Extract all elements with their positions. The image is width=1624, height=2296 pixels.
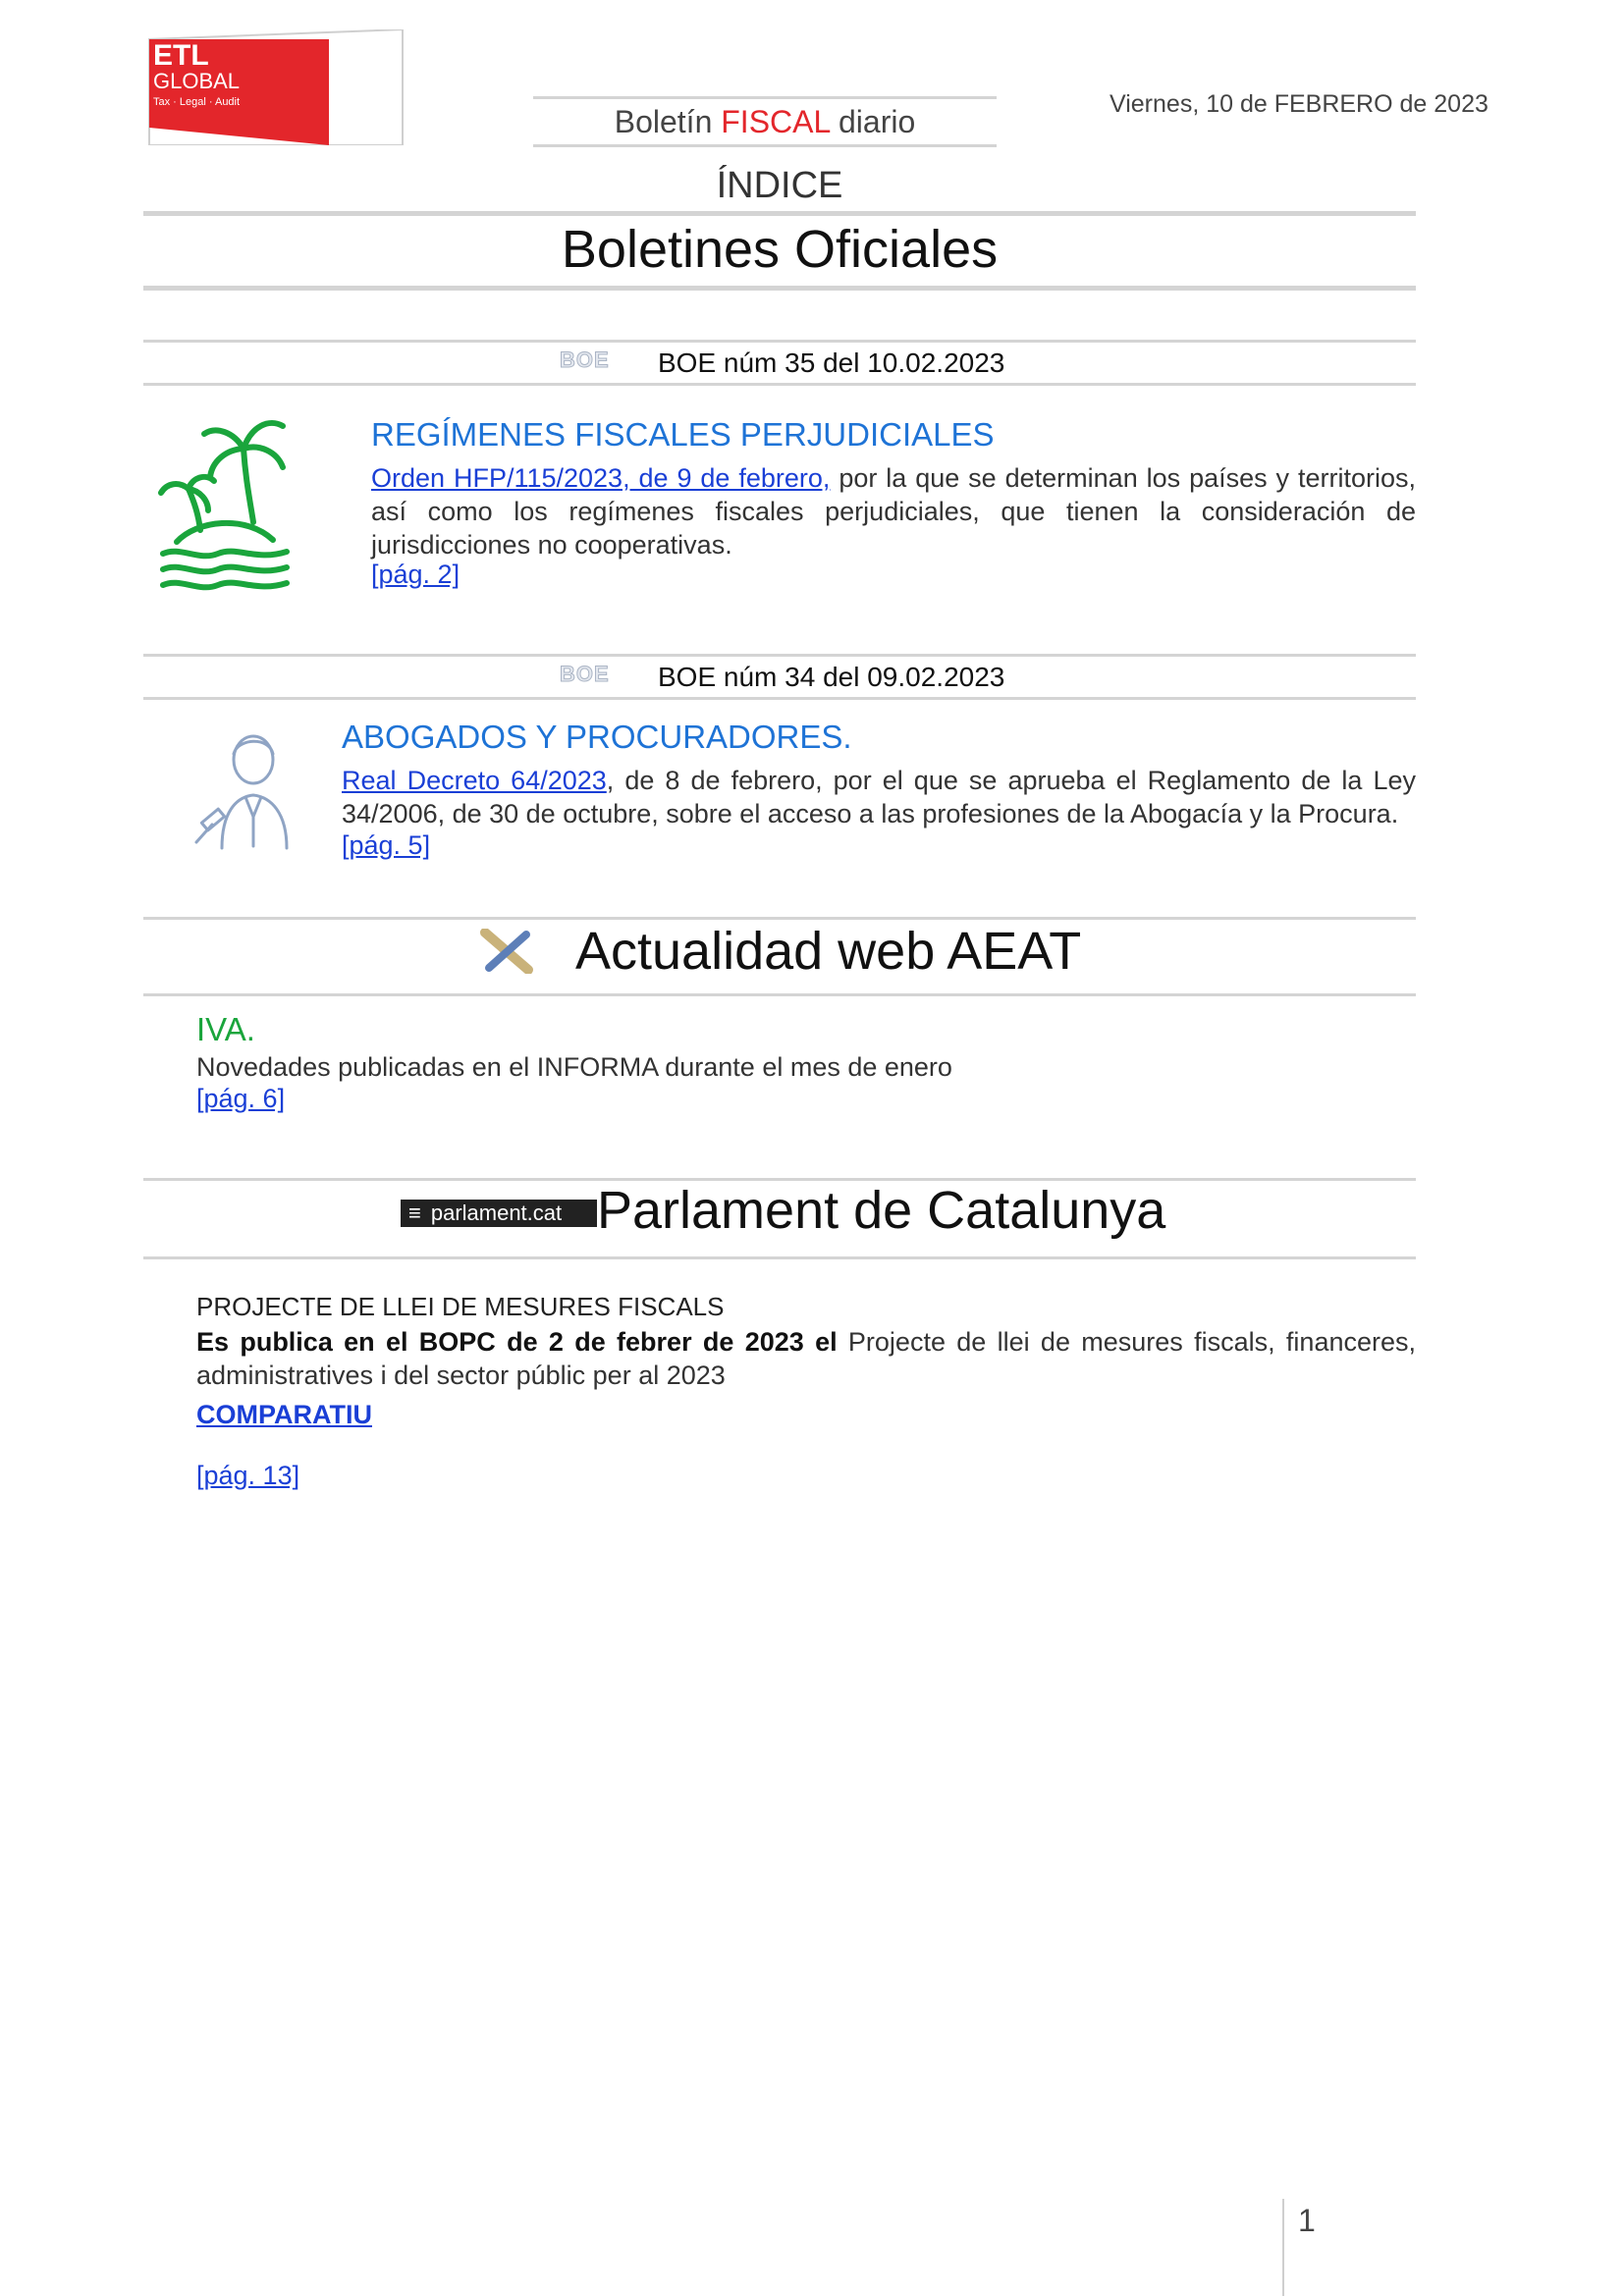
- section-title-aeat: Actualidad web AEAT: [575, 922, 1082, 981]
- parlament-body-text: Projecte de llei de mesures fiscals, financeres, administratives i del sector públic per al 2023: [196, 1327, 1416, 1390]
- parlament-heading: PROJECTE DE LLEI DE MESURES FISCALS: [196, 1292, 725, 1321]
- lawyer-icon: [192, 728, 300, 850]
- comparatiu-link[interactable]: COMPARATIU: [196, 1400, 372, 1429]
- aeat-logo-icon: [479, 929, 534, 974]
- entry-body: [371, 461, 1416, 561]
- etl-global-logo: [147, 29, 405, 145]
- menu-icon: ≡: [408, 1201, 421, 1225]
- entry-heading: REGÍMENES FISCALES PERJUDICIALES: [371, 416, 995, 453]
- boe-label: BOE núm 34 del 09.02.2023: [658, 662, 1005, 692]
- divider: [143, 697, 1416, 700]
- page-link[interactable]: [pág. 5]: [342, 830, 431, 860]
- boe-icon: BOE: [560, 347, 610, 372]
- boe-label: BOE núm 35 del 10.02.2023: [658, 347, 1005, 378]
- entry-heading: ABOGADOS Y PROCURADORES.: [342, 719, 852, 755]
- bulletin-prefix: Boletín: [614, 104, 713, 139]
- section-title-parlament: Parlament de Catalunya: [597, 1181, 1166, 1240]
- palm-island-icon: [157, 404, 295, 591]
- page-link[interactable]: [pág. 13]: [196, 1461, 300, 1490]
- footer-divider: [1282, 2199, 1284, 2296]
- parlament-body-lead: Es publica en el BOPC de 2 de febrer de 2023 el: [196, 1327, 838, 1357]
- header-date: Viernes, 10 de FEBRERO de 2023: [1110, 90, 1489, 118]
- bulletin-title-box: [533, 96, 997, 147]
- aeat-heading: IVA.: [196, 1011, 255, 1047]
- bulletin-suffix: diario: [838, 104, 916, 139]
- parlament-badge: ≡ parlament.cat: [401, 1200, 597, 1227]
- divider: [143, 383, 1416, 386]
- logo-tagline: Tax · Legal · Audit: [153, 96, 241, 108]
- bulletin-highlight: FISCAL: [721, 104, 831, 139]
- entry-body-text: por la que se determinan los países y territorios, así como los regímenes fiscales perjudiciales, que tienen la consideración de jurisdicciones no cooperativas.: [371, 463, 1416, 560]
- section-title-boletines: Boletines Oficiales: [561, 220, 999, 279]
- logo-etl-text: ETL: [153, 39, 209, 72]
- boe-icon: BOE: [560, 662, 610, 686]
- divider: [143, 211, 1416, 216]
- logo-global-text: GLOBAL: [153, 69, 241, 93]
- divider: [143, 993, 1416, 996]
- entry-body: [342, 764, 1416, 830]
- divider: [143, 286, 1416, 291]
- page-link[interactable]: [pág. 6]: [196, 1084, 286, 1113]
- divider: [143, 654, 1416, 657]
- divider: [143, 1256, 1416, 1259]
- entry-body-text: , de 8 de febrero, por el que se aprueba el Reglamento de la Ley 34/2006, de 30 de octubre, sobre el acceso a las profesiones de la Abogacía y la Procura.: [342, 766, 1417, 828]
- divider: [143, 340, 1416, 343]
- aeat-body: Novedades publicadas en el INFORMA durante el mes de enero: [196, 1052, 952, 1082]
- parlament-body: [196, 1325, 1416, 1392]
- real-decreto-link[interactable]: Real Decreto 64/2023: [342, 766, 607, 795]
- index-title: ÍNDICE: [716, 165, 843, 206]
- page-link[interactable]: [pág. 2]: [371, 560, 460, 589]
- page-number: 1: [1298, 2203, 1316, 2238]
- orden-hfp-link[interactable]: Orden HFP/115/2023, de 9 de febrero,: [371, 463, 831, 493]
